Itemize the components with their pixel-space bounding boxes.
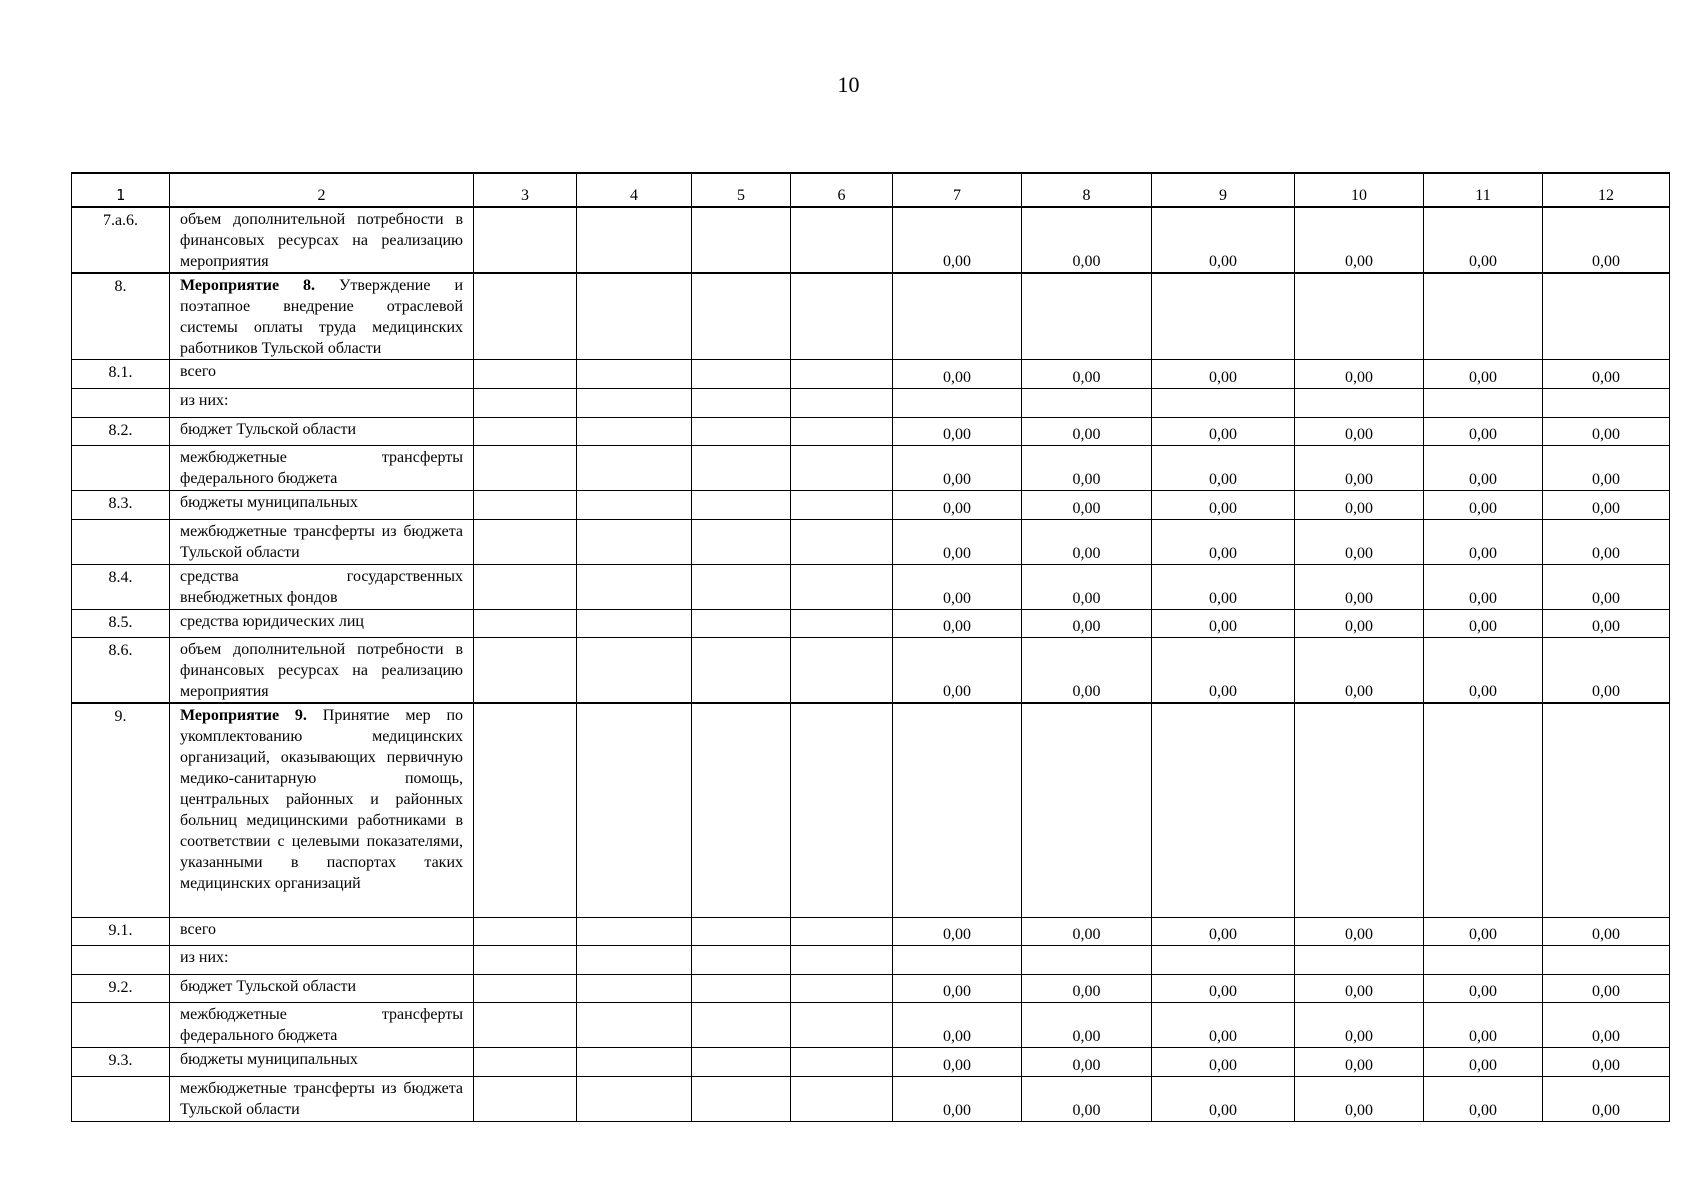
value-cell-col-12: 0,00 — [1543, 565, 1670, 610]
empty-cell-col-5 — [692, 273, 791, 360]
empty-cell-col-4 — [577, 703, 692, 917]
value-cell-col-7: 0,00 — [893, 565, 1022, 610]
value-cell-col-7 — [893, 389, 1022, 418]
empty-cell-col-3 — [474, 610, 577, 638]
value-cell-col-9: 0,00 — [1152, 360, 1295, 389]
description-text: бюджеты муниципальных — [180, 494, 358, 511]
measure-title: Мероприятие 8. — [180, 277, 316, 294]
value-cell-col-8: 0,00 — [1022, 1002, 1152, 1047]
row-number: 8.4. — [72, 565, 170, 610]
value-cell-col-7: 0,00 — [893, 360, 1022, 389]
row-description — [170, 360, 474, 389]
table-row — [72, 974, 1670, 1002]
value-cell-col-8: 0,00 — [1022, 565, 1152, 610]
row-description — [170, 610, 474, 638]
value-cell-col-11: 0,00 — [1424, 610, 1543, 638]
empty-cell-col-5 — [692, 565, 791, 610]
empty-cell-col-3 — [474, 945, 577, 974]
description-text: Принятие мер по укомплектованию медицинских организаций, оказывающих первичную медико-санитарную помощь, центральных районных и районных больниц медицинскими работниками в соответствии с целевыми показателями, указанными в паспортах таких медицинских организаций — [180, 707, 464, 892]
value-cell-col-8: 0,00 — [1022, 917, 1152, 945]
row-number: 9.3. — [72, 1047, 170, 1076]
page-number: 10 — [837, 72, 860, 97]
empty-cell-col-5 — [692, 610, 791, 638]
table-row — [72, 610, 1670, 638]
empty-cell-col-6 — [791, 446, 893, 491]
description-text: средства государственных внебюджетных фондов — [180, 568, 463, 606]
value-cell-col-12 — [1543, 389, 1670, 418]
empty-cell-col-5 — [692, 1076, 791, 1121]
description-text: бюджет Тульской области — [180, 421, 357, 438]
empty-cell-col-6 — [791, 945, 893, 974]
value-cell-col-9: 0,00 — [1152, 565, 1295, 610]
description-text: из них: — [180, 392, 229, 409]
empty-cell-col-6 — [791, 273, 893, 360]
row-description — [170, 207, 474, 273]
empty-cell-col-3 — [474, 520, 577, 565]
empty-cell-col-3 — [474, 638, 577, 704]
value-cell-col-12: 0,00 — [1543, 1047, 1670, 1076]
row-number: 8. — [72, 273, 170, 360]
empty-cell-col-4 — [577, 917, 692, 945]
header-cell-7: 7 — [893, 173, 1022, 207]
value-cell-col-11 — [1424, 703, 1543, 917]
empty-cell-col-6 — [791, 491, 893, 520]
empty-cell-col-5 — [692, 418, 791, 446]
value-cell-col-12: 0,00 — [1543, 917, 1670, 945]
empty-cell-col-5 — [692, 917, 791, 945]
value-cell-col-12 — [1543, 945, 1670, 974]
empty-cell-col-5 — [692, 703, 791, 917]
empty-cell-col-4 — [577, 446, 692, 491]
table-row — [72, 520, 1670, 565]
value-cell-col-8: 0,00 — [1022, 638, 1152, 704]
empty-cell-col-5 — [692, 945, 791, 974]
empty-cell-col-6 — [791, 1002, 893, 1047]
row-description — [170, 638, 474, 704]
empty-cell-col-5 — [692, 520, 791, 565]
value-cell-col-11: 0,00 — [1424, 207, 1543, 273]
value-cell-col-10: 0,00 — [1295, 1047, 1424, 1076]
value-cell-col-11: 0,00 — [1424, 1047, 1543, 1076]
value-cell-col-9: 0,00 — [1152, 520, 1295, 565]
value-cell-col-7: 0,00 — [893, 974, 1022, 1002]
value-cell-col-8 — [1022, 945, 1152, 974]
value-cell-col-11: 0,00 — [1424, 1002, 1543, 1047]
empty-cell-col-3 — [474, 273, 577, 360]
value-cell-col-11 — [1424, 389, 1543, 418]
empty-cell-col-4 — [577, 1002, 692, 1047]
value-cell-col-7 — [893, 273, 1022, 360]
value-cell-col-9: 0,00 — [1152, 1047, 1295, 1076]
description-text: бюджеты муниципальных — [180, 1050, 358, 1068]
value-cell-col-11: 0,00 — [1424, 418, 1543, 446]
value-cell-col-10: 0,00 — [1295, 974, 1424, 1002]
value-cell-col-10 — [1295, 273, 1424, 360]
value-cell-col-8 — [1022, 703, 1152, 917]
value-cell-col-9: 0,00 — [1152, 418, 1295, 446]
description-text: межбюджетные трансферты из бюджета Тульской области — [180, 1079, 463, 1118]
header-cell-12: 12 — [1543, 173, 1670, 207]
value-cell-col-9 — [1152, 389, 1295, 418]
empty-cell-col-5 — [692, 491, 791, 520]
description-text: всего — [180, 363, 217, 380]
empty-cell-col-6 — [791, 418, 893, 446]
table-row — [72, 273, 1670, 360]
value-cell-col-11: 0,00 — [1424, 917, 1543, 945]
empty-cell-col-4 — [577, 207, 692, 273]
empty-cell-col-4 — [577, 520, 692, 565]
row-number — [72, 446, 170, 491]
value-cell-col-10: 0,00 — [1295, 638, 1424, 704]
value-cell-col-7: 0,00 — [893, 610, 1022, 638]
empty-cell-col-3 — [474, 1076, 577, 1121]
value-cell-col-10 — [1295, 703, 1424, 917]
header-cell-10: 10 — [1295, 173, 1424, 207]
empty-cell-col-6 — [791, 565, 893, 610]
empty-cell-col-4 — [577, 565, 692, 610]
header-cell-11: 11 — [1424, 173, 1543, 207]
empty-cell-col-5 — [692, 207, 791, 273]
value-cell-col-8 — [1022, 389, 1152, 418]
value-cell-col-10 — [1295, 945, 1424, 974]
header-cell-8: 8 — [1022, 173, 1152, 207]
empty-cell-col-6 — [791, 917, 893, 945]
value-cell-col-12: 0,00 — [1543, 418, 1670, 446]
description-text: бюджет Тульской области — [180, 977, 357, 995]
value-cell-col-9: 0,00 — [1152, 638, 1295, 704]
value-cell-col-9: 0,00 — [1152, 1002, 1295, 1047]
empty-cell-col-4 — [577, 360, 692, 389]
value-cell-col-11: 0,00 — [1424, 638, 1543, 704]
header-cell-9: 9 — [1152, 173, 1295, 207]
header-cell-1: 1 — [72, 173, 170, 207]
row-number: 8.2. — [72, 418, 170, 446]
empty-cell-col-5 — [692, 389, 791, 418]
row-description — [170, 703, 474, 917]
row-description — [170, 1076, 474, 1121]
empty-cell-col-3 — [474, 389, 577, 418]
value-cell-col-12: 0,00 — [1543, 207, 1670, 273]
description-text: средства юридических лиц — [180, 613, 364, 630]
description-text: из них: — [180, 948, 229, 966]
value-cell-col-11 — [1424, 273, 1543, 360]
row-description — [170, 917, 474, 945]
table-row — [72, 565, 1670, 610]
value-cell-col-11: 0,00 — [1424, 491, 1543, 520]
description-text: всего — [180, 920, 217, 938]
value-cell-col-9: 0,00 — [1152, 1076, 1295, 1121]
value-cell-col-7: 0,00 — [893, 638, 1022, 704]
row-number: 8.3. — [72, 491, 170, 520]
value-cell-col-10: 0,00 — [1295, 520, 1424, 565]
empty-cell-col-4 — [577, 945, 692, 974]
value-cell-col-8: 0,00 — [1022, 1047, 1152, 1076]
value-cell-col-8: 0,00 — [1022, 520, 1152, 565]
value-cell-col-7: 0,00 — [893, 520, 1022, 565]
value-cell-col-12: 0,00 — [1543, 360, 1670, 389]
value-cell-col-12: 0,00 — [1543, 974, 1670, 1002]
value-cell-col-7: 0,00 — [893, 917, 1022, 945]
header-cell-4: 4 — [577, 173, 692, 207]
row-description — [170, 1047, 474, 1076]
value-cell-col-8: 0,00 — [1022, 360, 1152, 389]
row-number: 9.1. — [72, 917, 170, 945]
value-cell-col-8: 0,00 — [1022, 1076, 1152, 1121]
value-cell-col-7: 0,00 — [893, 207, 1022, 273]
row-description — [170, 491, 474, 520]
description-text: межбюджетные трансферты из бюджета Тульской области — [180, 523, 463, 561]
value-cell-col-12: 0,00 — [1543, 638, 1670, 704]
row-description — [170, 418, 474, 446]
description-text: Утверждение и поэтапное внедрение отраслевой системы оплаты труда медицинских работников Тульской области — [180, 277, 464, 357]
row-description — [170, 565, 474, 610]
table-row — [72, 360, 1670, 389]
value-cell-col-8: 0,00 — [1022, 610, 1152, 638]
empty-cell-col-3 — [474, 491, 577, 520]
header-cell-6: 6 — [791, 173, 893, 207]
empty-cell-col-4 — [577, 610, 692, 638]
row-number — [72, 520, 170, 565]
value-cell-col-8: 0,00 — [1022, 207, 1152, 273]
measure-title: Мероприятие 9. — [180, 707, 307, 724]
value-cell-col-10: 0,00 — [1295, 1076, 1424, 1121]
empty-cell-col-6 — [791, 703, 893, 917]
empty-cell-col-3 — [474, 418, 577, 446]
value-cell-col-7: 0,00 — [893, 1002, 1022, 1047]
header-cell-3: 3 — [474, 173, 577, 207]
value-cell-col-9 — [1152, 273, 1295, 360]
value-cell-col-8 — [1022, 273, 1152, 360]
row-number: 8.6. — [72, 638, 170, 704]
empty-cell-col-5 — [692, 360, 791, 389]
empty-cell-col-3 — [474, 974, 577, 1002]
value-cell-col-12: 0,00 — [1543, 491, 1670, 520]
row-number: 9.2. — [72, 974, 170, 1002]
value-cell-col-9: 0,00 — [1152, 974, 1295, 1002]
row-description — [170, 520, 474, 565]
row-number — [72, 1076, 170, 1121]
value-cell-col-10: 0,00 — [1295, 207, 1424, 273]
empty-cell-col-4 — [577, 1047, 692, 1076]
value-cell-col-10: 0,00 — [1295, 917, 1424, 945]
empty-cell-col-6 — [791, 610, 893, 638]
header-row — [72, 173, 1670, 207]
value-cell-col-11: 0,00 — [1424, 446, 1543, 491]
value-cell-col-10 — [1295, 389, 1424, 418]
empty-cell-col-3 — [474, 703, 577, 917]
row-description — [170, 974, 474, 1002]
table-row — [72, 491, 1670, 520]
empty-cell-col-6 — [791, 1047, 893, 1076]
value-cell-col-11 — [1424, 945, 1543, 974]
value-cell-col-9: 0,00 — [1152, 917, 1295, 945]
row-description — [170, 1002, 474, 1047]
empty-cell-col-3 — [474, 207, 577, 273]
empty-cell-col-5 — [692, 446, 791, 491]
value-cell-col-10: 0,00 — [1295, 491, 1424, 520]
header-cell-2: 2 — [170, 173, 474, 207]
header-cell-5: 5 — [692, 173, 791, 207]
value-cell-col-7 — [893, 945, 1022, 974]
empty-cell-col-3 — [474, 917, 577, 945]
value-cell-col-10: 0,00 — [1295, 418, 1424, 446]
empty-cell-col-6 — [791, 974, 893, 1002]
empty-cell-col-6 — [791, 360, 893, 389]
description-text: объем дополнительной потребности в финансовых ресурсах на реализацию мероприятия — [180, 211, 463, 270]
value-cell-col-7: 0,00 — [893, 446, 1022, 491]
empty-cell-col-6 — [791, 389, 893, 418]
table-row — [72, 703, 1670, 917]
row-number: 9. — [72, 703, 170, 917]
empty-cell-col-4 — [577, 1076, 692, 1121]
value-cell-col-12: 0,00 — [1543, 610, 1670, 638]
value-cell-col-12: 0,00 — [1543, 1002, 1670, 1047]
row-number: 7.а.6. — [72, 207, 170, 273]
empty-cell-col-4 — [577, 418, 692, 446]
description-text: межбюджетные трансферты федерального бюджета — [180, 1005, 463, 1044]
empty-cell-col-5 — [692, 1002, 791, 1047]
empty-cell-col-5 — [692, 974, 791, 1002]
value-cell-col-10: 0,00 — [1295, 446, 1424, 491]
value-cell-col-8: 0,00 — [1022, 491, 1152, 520]
value-cell-col-9 — [1152, 703, 1295, 917]
value-cell-col-8: 0,00 — [1022, 446, 1152, 491]
row-description — [170, 389, 474, 418]
description-text: межбюджетные трансферты федерального бюджета — [180, 449, 463, 487]
row-number — [72, 1002, 170, 1047]
budget-table — [71, 172, 1670, 1122]
value-cell-col-10: 0,00 — [1295, 360, 1424, 389]
value-cell-col-12: 0,00 — [1543, 446, 1670, 491]
value-cell-col-9: 0,00 — [1152, 610, 1295, 638]
empty-cell-col-4 — [577, 273, 692, 360]
value-cell-col-11: 0,00 — [1424, 520, 1543, 565]
table-row — [72, 1076, 1670, 1121]
value-cell-col-8: 0,00 — [1022, 418, 1152, 446]
empty-cell-col-4 — [577, 389, 692, 418]
value-cell-col-9: 0,00 — [1152, 207, 1295, 273]
value-cell-col-10: 0,00 — [1295, 565, 1424, 610]
value-cell-col-8: 0,00 — [1022, 974, 1152, 1002]
empty-cell-col-3 — [474, 1002, 577, 1047]
empty-cell-col-3 — [474, 360, 577, 389]
empty-cell-col-5 — [692, 638, 791, 704]
empty-cell-col-3 — [474, 1047, 577, 1076]
value-cell-col-11: 0,00 — [1424, 565, 1543, 610]
value-cell-col-9: 0,00 — [1152, 446, 1295, 491]
empty-cell-col-4 — [577, 638, 692, 704]
table-row — [72, 1002, 1670, 1047]
table-row — [72, 389, 1670, 418]
empty-cell-col-4 — [577, 491, 692, 520]
table-row — [72, 945, 1670, 974]
empty-cell-col-4 — [577, 974, 692, 1002]
table-row — [72, 1047, 1670, 1076]
value-cell-col-7 — [893, 703, 1022, 917]
value-cell-col-12 — [1543, 273, 1670, 360]
row-description — [170, 945, 474, 974]
value-cell-col-11: 0,00 — [1424, 974, 1543, 1002]
empty-cell-col-5 — [692, 1047, 791, 1076]
value-cell-col-11: 0,00 — [1424, 360, 1543, 389]
value-cell-col-10: 0,00 — [1295, 1002, 1424, 1047]
value-cell-col-11: 0,00 — [1424, 1076, 1543, 1121]
row-number: 8.5. — [72, 610, 170, 638]
value-cell-col-12: 0,00 — [1543, 520, 1670, 565]
table-row — [72, 446, 1670, 491]
row-number: 8.1. — [72, 360, 170, 389]
value-cell-col-7: 0,00 — [893, 1047, 1022, 1076]
table-row — [72, 638, 1670, 704]
value-cell-col-10: 0,00 — [1295, 610, 1424, 638]
value-cell-col-7: 0,00 — [893, 491, 1022, 520]
value-cell-col-12: 0,00 — [1543, 1076, 1670, 1121]
value-cell-col-9: 0,00 — [1152, 491, 1295, 520]
value-cell-col-12 — [1543, 703, 1670, 917]
table-row — [72, 418, 1670, 446]
row-description — [170, 273, 474, 360]
table-row — [72, 917, 1670, 945]
empty-cell-col-6 — [791, 638, 893, 704]
table-row — [72, 207, 1670, 273]
empty-cell-col-6 — [791, 520, 893, 565]
value-cell-col-7: 0,00 — [893, 1076, 1022, 1121]
empty-cell-col-6 — [791, 207, 893, 273]
empty-cell-col-3 — [474, 446, 577, 491]
row-description — [170, 446, 474, 491]
row-number — [72, 945, 170, 974]
value-cell-col-7: 0,00 — [893, 418, 1022, 446]
value-cell-col-9 — [1152, 945, 1295, 974]
empty-cell-col-6 — [791, 1076, 893, 1121]
description-text: объем дополнительной потребности в финансовых ресурсах на реализацию мероприятия — [180, 641, 463, 700]
row-number — [72, 389, 170, 418]
empty-cell-col-3 — [474, 565, 577, 610]
